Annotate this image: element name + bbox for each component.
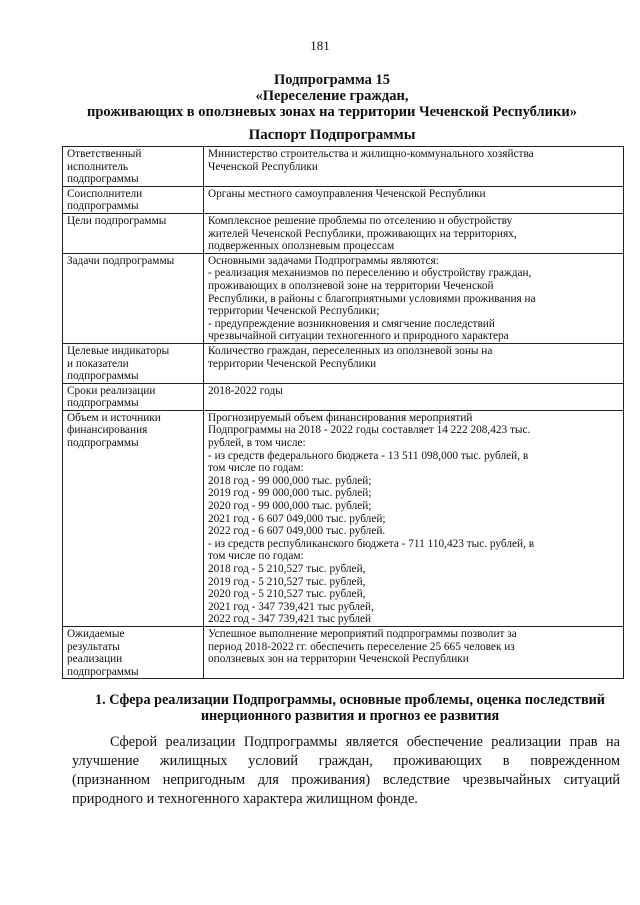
value-line: период 2018-2022 гг. обеспечить переселение 25 665 человек из [208,640,515,653]
passport-row-value [204,626,624,678]
passport-row [63,186,624,213]
value-line: чрезвычайной ситуации техногенного и природного характера [208,330,509,343]
label-line: Задачи подпрограммы [67,254,175,267]
passport-row-value [204,213,624,253]
value-line: 2019 год - 99 000,000 тыс. рублей; [208,487,372,500]
passport-row-value [204,343,624,383]
label-line: реализации [67,653,123,666]
label-line: Сроки реализации [67,384,156,397]
title-line-2: «Переселение граждан, [255,88,409,104]
passport-row-value [204,253,624,343]
passport-row [63,147,624,187]
value-line: территории Чеченской Республики; [208,305,380,318]
passport-row [63,253,624,343]
title-line-1: Подпрограмма 15 [273,72,391,88]
value-line: Комплексное решение проблемы по отселению и обустройству [208,214,513,227]
value-line: Подпрограммы на 2018 - 2022 годы составляет 14 222 208,423 тыс. [208,424,531,437]
passport-row-label [63,147,204,187]
passport-row-label [63,410,204,626]
value-line: 2022 год - 6 607 049,000 тыс. рублей. [208,525,386,538]
section-paragraph [72,733,620,809]
value-line: жителей Чеченской Республики, проживающих на территориях, [208,227,517,240]
label-line: подпрограммы [67,370,139,383]
passport-row-value [204,410,624,626]
label-line: подпрограммы [67,665,139,678]
label-line: исполнитель [67,160,129,173]
paragraph-line: Сферой реализации Подпрограммы является обеспечение реализации прав на [110,734,620,750]
label-line: Ожидаемые [67,627,125,640]
value-line: 2018 год - 5 210,527 тыс. рублей, [208,563,366,575]
value-line: 2022 год - 347 739,421 тыс рублей [208,613,372,626]
value-line: - реализация механизмов по переселению и обустройству граждан, [208,267,532,280]
value-line: Республики, в районы с благоприятными условиями проживания на [208,292,536,305]
title-line-3: проживающих в оползневых зонах на территории Чеченской Республики» [86,104,577,120]
label-line: Ответственный [67,148,142,160]
value-line: том числе по годам: [208,462,304,475]
value-line: территории Чеченской Республики [208,357,377,370]
passport-row [63,383,624,410]
value-line: 2018-2022 годы [208,384,283,397]
value-line: Количество граждан, переселенных из оползневой зоны на [208,344,493,357]
passport-row-label [63,383,204,410]
section-heading-line-1: 1. Сфера реализации Подпрограммы, основные проблемы, оценка последствий [95,692,605,708]
value-line: 2020 год - 99 000,000 тыс. рублей; [208,500,372,513]
passport-table [62,146,624,679]
passport-row-label [63,626,204,678]
section-heading [70,693,630,724]
passport-row-value [204,383,624,410]
label-line: Целевые индикаторы [67,344,170,357]
value-line: Министерство строительства и жилищно-коммунального хозяйства [208,148,534,160]
paragraph-line: улучшение жилищных условий граждан, проживающих в поврежденном [72,753,620,769]
passport-row [63,213,624,253]
label-line: результаты [67,640,120,653]
value-line: Успешное выполнение мероприятий подпрограммы позволит за [208,627,517,640]
passport-table-body [63,147,624,679]
label-line: и показатели [67,357,129,370]
paragraph-line: природного и техногенного характера жилищном фонде. [72,791,418,807]
passport-row-value [204,147,624,187]
value-line: оползневых зон на территории Чеченской Республики [208,653,469,666]
label-line: Объем и источники [67,411,161,424]
passport-row [63,626,624,678]
value-line: Основными задачами Подпрограммы являются: [208,254,439,267]
label-line: подпрограммы [67,173,139,186]
page-number: 181 [310,38,330,53]
value-line: Органы местного самоуправления Чеченской Республики [208,187,486,200]
passport-row [63,343,624,383]
passport-row-label [63,343,204,383]
passport-heading: Паспорт Подпрограммы [248,127,416,143]
section-heading-line-2: инерционного развития и прогноз ее развития [200,707,500,724]
value-line: Прогнозируемый объем финансирования мероприятий [208,411,473,424]
paragraph-line: (признанном непригодным для проживания) вследствие чрезвычайных ситуаций [72,772,620,788]
passport-row-label [63,213,204,253]
passport-row-value [204,186,624,213]
value-line: 2021 год - 6 607 049,000 тыс. рублей; [208,512,386,525]
value-line: 2019 год - 5 210,527 тыс. рублей, [208,575,366,588]
value-line: Чеченской Республики [208,160,318,173]
value-line: подверженных оползневым процессам [208,240,395,253]
label-line: подпрограммы [67,397,139,410]
label-line: Соисполнители [67,187,143,200]
label-line: Цели подпрограммы [67,214,167,227]
passport-row-label [63,186,204,213]
value-line: - из средств республиканского бюджета - 711 110,423 тыс. рублей, в [208,537,535,550]
passport-row [63,410,624,626]
value-line: 2018 год - 99 000,000 тыс. рублей; [208,474,372,487]
value-line: рублей, в том числе: [208,437,306,450]
value-line: - из средств федерального бюджета - 13 511 098,000 тыс. рублей, в [208,449,529,462]
subprogram-title [40,72,624,143]
label-line: подпрограммы [67,200,139,213]
value-line: проживающих в оползневой зоне на территории Чеченской [208,279,494,292]
label-line: финансирования [67,424,148,437]
value-line: - предупреждение возникновения и смягчение последствий [208,317,495,330]
label-line: подпрограммы [67,437,139,450]
value-line: 2020 год - 5 210,527 тыс. рублей, [208,588,366,601]
value-line: 2021 год - 347 739,421 тыс рублей, [208,600,374,613]
value-line: том числе по годам: [208,550,304,563]
passport-row-label [63,253,204,343]
